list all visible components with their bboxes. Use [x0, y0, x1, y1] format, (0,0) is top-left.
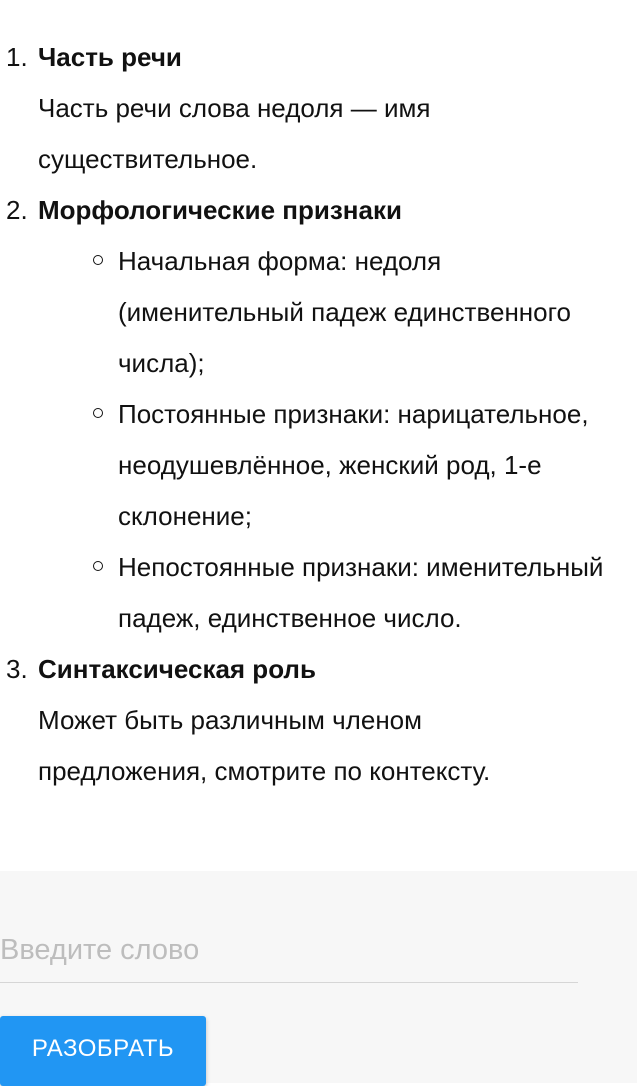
section-text: Часть речи слова недоля — имя существительное.: [38, 93, 431, 174]
section-heading: Часть речи: [38, 42, 182, 72]
feature-text: Непостоянные признаки: именительный падеж, единственное число.: [118, 552, 604, 633]
section-syntactic-role: [0, 644, 637, 797]
circle-bullet-icon: [93, 255, 103, 265]
section-number: 2.: [6, 195, 28, 225]
feature-initial-form: [38, 236, 633, 389]
circle-bullet-icon: [93, 561, 103, 571]
parse-result-list: [0, 32, 637, 797]
section-heading: Синтаксическая роль: [38, 654, 316, 684]
section-number: 1.: [6, 42, 28, 72]
feature-text: Начальная форма: недоля (именительный падеж единственного числа);: [118, 246, 571, 378]
feature-constant-traits: [38, 389, 633, 542]
section-text: Может быть различным членом предложения, смотрите по контексту.: [38, 705, 491, 786]
feature-variable-traits: [38, 542, 633, 644]
section-morphology: [0, 185, 637, 644]
section-part-of-speech: [0, 32, 637, 185]
feature-text: Постоянные признаки: нарицательное, неодушевлённое, женский род, 1-е склонение;: [118, 399, 589, 531]
section-number: 3.: [6, 654, 28, 684]
circle-bullet-icon: [93, 408, 103, 418]
parse-button[interactable]: РАЗОБРАТЬ: [0, 1016, 206, 1086]
word-input[interactable]: [0, 918, 578, 983]
section-heading: Морфологические признаки: [38, 195, 402, 225]
morphology-features-list: [38, 236, 637, 644]
parse-result: [0, 32, 637, 797]
